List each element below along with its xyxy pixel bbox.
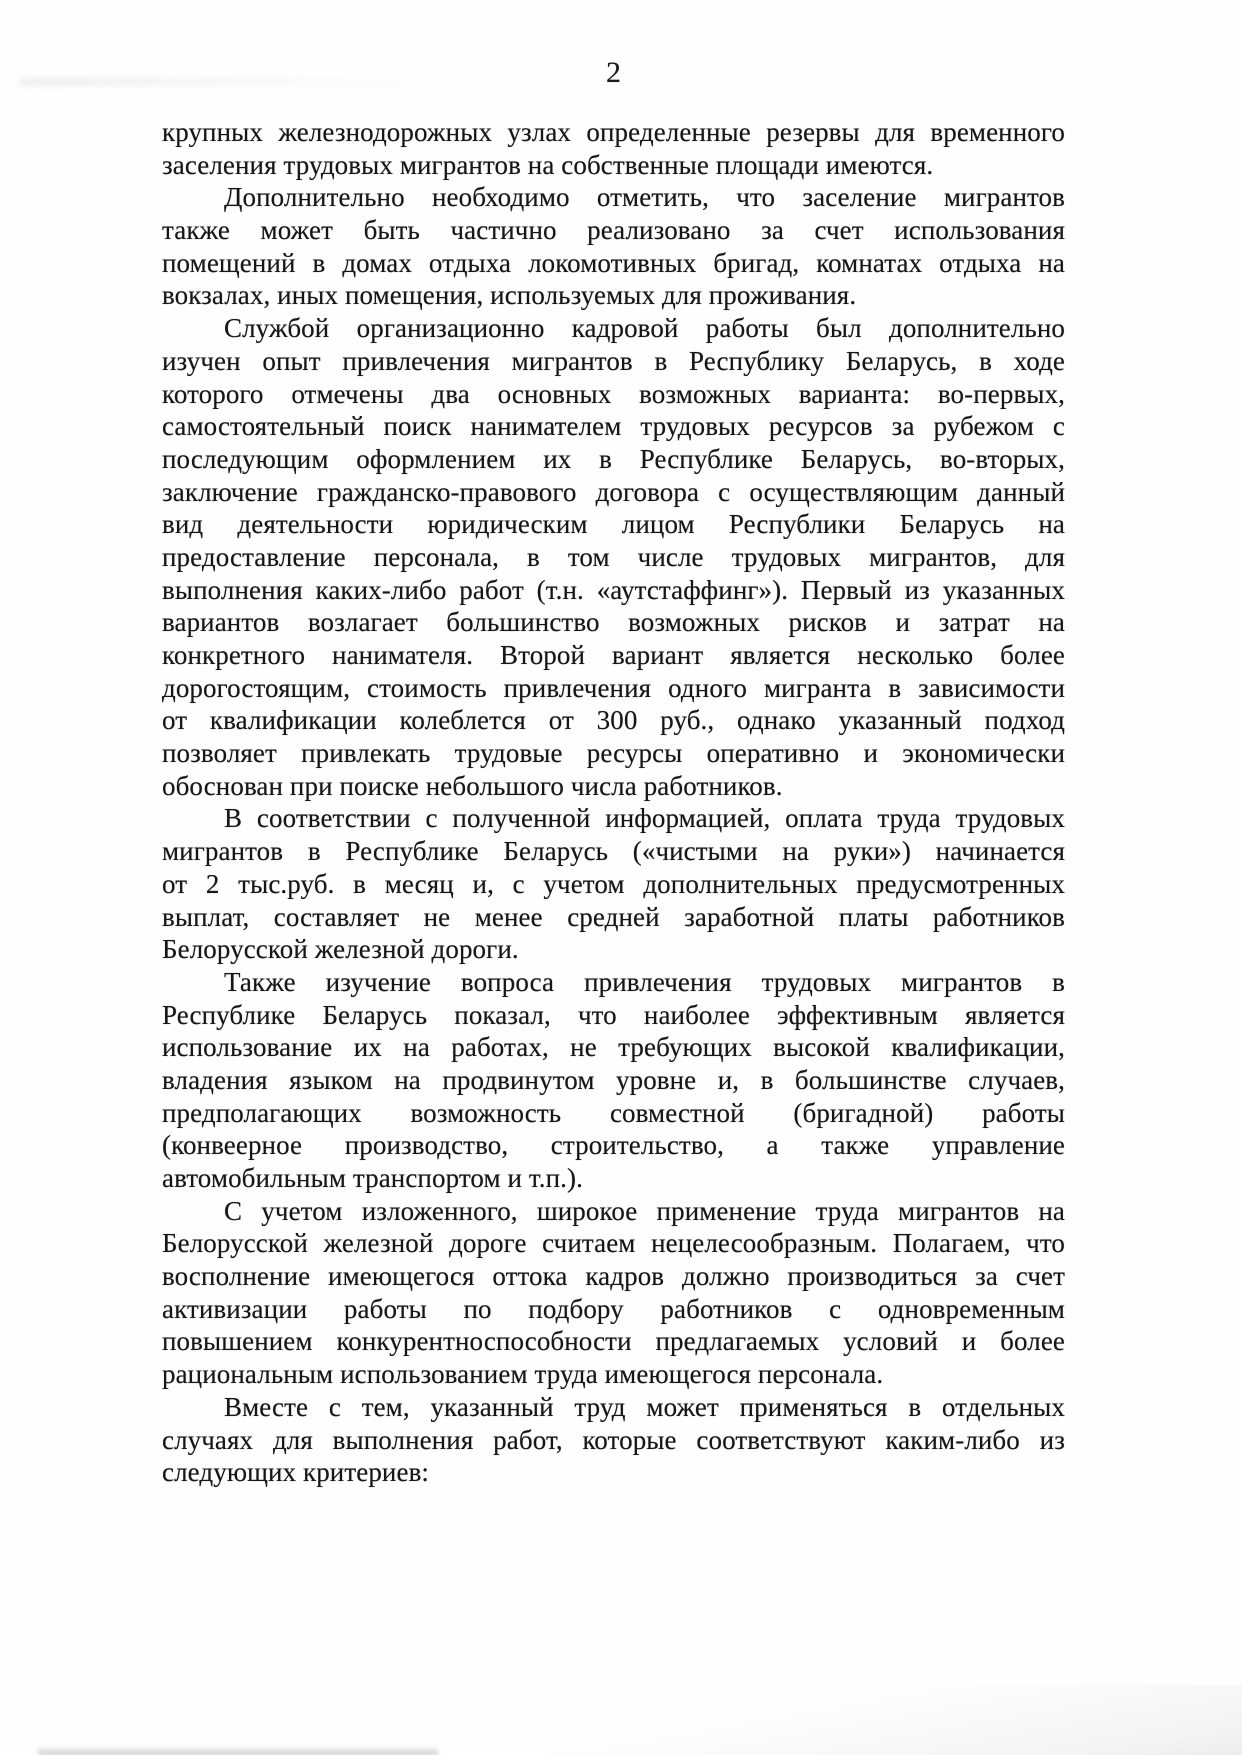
text-line: Вместе с тем, указанный труд может применяться в отдельных [224, 1391, 1065, 1422]
text-line: выполнения каких-либо работ (т.н. «аутстаффинг»). Первый из указанных [162, 574, 1065, 605]
text-line: С учетом изложенного, широкое применение труда мигрантов на [224, 1195, 1065, 1226]
text-line: Также изучение вопроса привлечения трудовых мигрантов в [224, 966, 1065, 997]
text-line: обоснован при поиске небольшого числа работников. [162, 770, 783, 801]
text-line: самостоятельный поиск нанимателем трудовых ресурсов за рубежом с [162, 411, 1065, 442]
text-line: от 2 тыс.руб. в месяц и, с учетом дополнительных предусмотренных [162, 868, 1065, 899]
text-line: выплат, составляет не менее средней заработной платы работников [162, 901, 1065, 932]
text-line: Республике Беларусь показал, что наиболее эффективным является [162, 999, 1065, 1030]
paragraph [162, 181, 1065, 312]
text-line: (конвеерное производство, строительство, а также управление [162, 1130, 1065, 1161]
text-line: случаях для выполнения работ, которые соответствуют каким-либо из [162, 1424, 1065, 1455]
text-line: помещений в домах отдыха локомотивных бригад, комнатах отдыха на [162, 247, 1065, 278]
text-line: восполнение имеющегося оттока кадров должно производиться за счет [162, 1261, 1065, 1292]
text-line: Белорусской железной дороге считаем нецелесообразным. Полагаем, что [162, 1228, 1065, 1259]
paragraph [162, 1391, 1065, 1489]
text-line: рациональным использованием труда имеющегося персонала. [162, 1359, 884, 1390]
paragraph [162, 802, 1065, 965]
text-line: вокзалах, иных помещения, используемых для проживания. [162, 280, 857, 311]
text-line: от квалификации колеблется от 300 руб., однако указанный подход [162, 705, 1065, 736]
text-line: крупных железнодорожных узлах определенные резервы для временного [162, 117, 1065, 147]
text-line: следующих критериев: [162, 1457, 430, 1488]
text-line: предоставление персонала, в том числе трудовых мигрантов, для [162, 541, 1065, 572]
text-line: заключение гражданско-правового договора с осуществляющим данный [162, 476, 1065, 507]
page-number: 2 [606, 56, 621, 89]
text-line: предполагающих возможность совместной (бригадной) работы [162, 1097, 1065, 1128]
text-line: дорогостоящим, стоимость привлечения одного мигранта в зависимости [162, 672, 1065, 703]
text-line: повышением конкурентноспособности предлагаемых условий и более [162, 1326, 1065, 1357]
document-body [162, 116, 1065, 1489]
text-line: также может быть частично реализовано за счет использования [162, 215, 1065, 246]
text-line: изучен опыт привлечения мигрантов в Республику Беларусь, в ходе [162, 345, 1065, 376]
paragraph [162, 312, 1065, 802]
text-line: позволяет привлекать трудовые ресурсы оперативно и экономически [162, 738, 1065, 769]
paragraph [162, 1195, 1065, 1391]
text-line: использование их на работах, не требующих высокой квалификации, [162, 1032, 1065, 1063]
text-line: Службой организационно кадровой работы был дополнительно [224, 313, 1065, 344]
text-line: мигрантов в Республике Беларусь («чистыми на руки») начинается [162, 836, 1065, 867]
scan-artifact-bottom-left [38, 1745, 438, 1755]
text-line: которого отмечены два основных возможных варианта: во-первых, [162, 378, 1065, 409]
text-line: В соответствии с полученной информацией, оплата труда трудовых [224, 803, 1065, 834]
scan-artifact-top [20, 78, 480, 86]
text-line: владения языком на продвинутом уровне и, в большинстве случаев, [162, 1064, 1065, 1095]
text-line: Белорусской железной дороги. [162, 934, 519, 965]
paragraph [162, 116, 1065, 181]
text-line: заселения трудовых мигрантов на собственные площади имеются. [162, 149, 934, 180]
paragraph [162, 966, 1065, 1195]
text-line: последующим оформлением их в Республике Беларусь, во-вторых, [162, 443, 1065, 474]
text-line: вид деятельности юридическим лицом Республики Беларусь на [162, 509, 1065, 540]
text-line: Дополнительно необходимо отметить, что заселение мигрантов [224, 182, 1065, 213]
text-line: вариантов возлагает большинство возможных рисков и затрат на [162, 607, 1065, 638]
text-line: конкретного нанимателя. Второй вариант является несколько более [162, 640, 1065, 670]
text-line: активизации работы по подбору работников с одновременным [162, 1293, 1065, 1324]
text-line: автомобильным транспортом и т.п.). [162, 1163, 583, 1193]
